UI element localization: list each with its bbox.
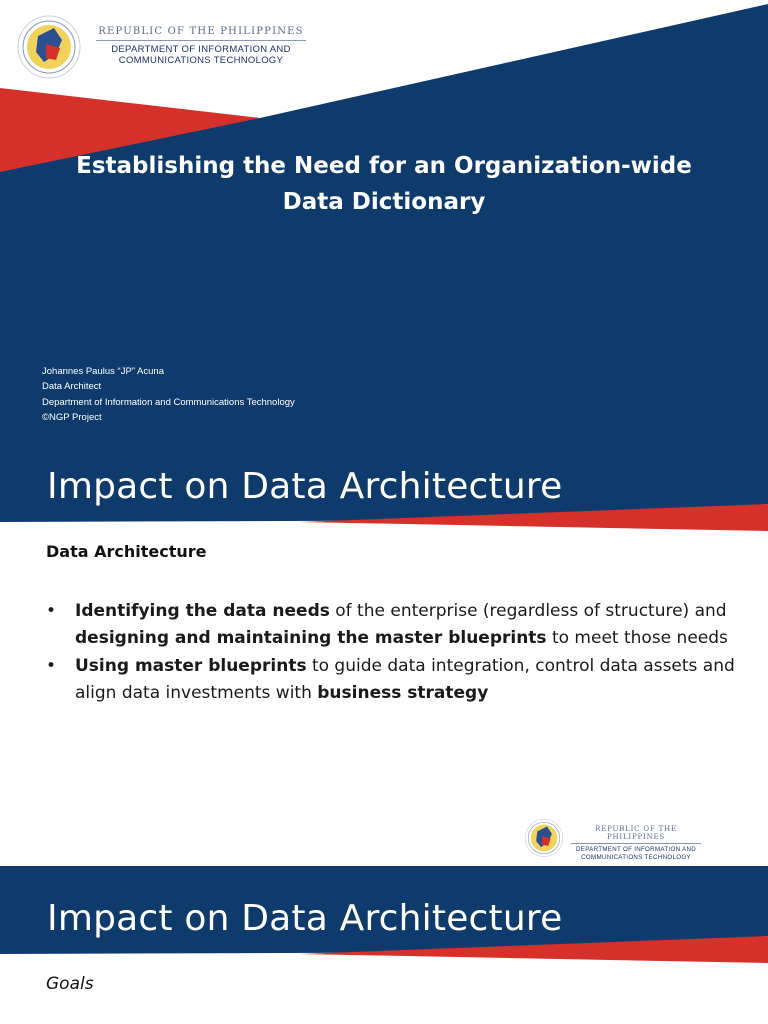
slide-title: Impact on Data Architecture <box>47 466 563 507</box>
content-slide-architecture <box>0 434 768 866</box>
author-org: Department of Information and Communications Technology <box>42 396 295 408</box>
content-slide-goals <box>0 866 768 1024</box>
bullet-bold-1: Identifying the data needs <box>75 601 330 621</box>
section-heading: Data Architecture <box>46 542 207 561</box>
bullet-marker: • <box>46 601 57 621</box>
bullet-bold-1: Using master blueprints <box>75 656 307 676</box>
dict-logo-text <box>96 26 306 66</box>
dict-seal-icon <box>16 14 82 80</box>
dept-label-line1: DEPARTMENT OF INFORMATION AND <box>576 846 696 853</box>
republic-label: REPUBLIC OF THE PHILIPPINES <box>96 26 306 41</box>
dict-seal-icon <box>524 818 564 858</box>
bullet-bold-2: business strategy <box>317 683 489 703</box>
slide-title: Impact on Data Architecture <box>47 898 563 939</box>
dict-logo-small <box>524 818 704 860</box>
author-block <box>42 364 295 425</box>
presentation-title <box>60 148 708 220</box>
dict-logo <box>16 10 316 80</box>
author-name: Johannes Paulus “JP” Acuna <box>42 366 164 377</box>
title-line-2: Data Dictionary <box>282 189 486 215</box>
dept-label-line2: COMMUNICATIONS TECHNOLOGY <box>581 853 691 861</box>
author-copyright: ©NGP Project <box>42 411 102 423</box>
bullet-text-1: of the enterprise (regardless of structure) and <box>329 601 727 621</box>
bullet-bold-2: designing and maintaining the master blueprints <box>75 628 547 648</box>
title-line-1: Establishing the Need for an Organization-wide <box>76 153 692 179</box>
dept-label-line1: DEPARTMENT OF INFORMATION AND <box>111 44 291 55</box>
dict-logo-small-text <box>571 825 701 861</box>
slide3-background-shapes <box>0 866 768 1024</box>
author-role: Data Architect <box>42 381 102 393</box>
list-item <box>46 653 736 707</box>
bullet-marker: • <box>46 656 57 676</box>
title-slide <box>0 0 768 434</box>
dept-label-line2: COMMUNICATIONS TECHNOLOGY <box>118 55 284 66</box>
bullet-list <box>46 598 736 708</box>
republic-label: REPUBLIC OF THE PHILIPPINES <box>571 825 701 844</box>
bullet-text-2: to meet those needs <box>546 628 728 648</box>
goals-heading: Goals <box>46 974 94 994</box>
list-item <box>46 598 736 652</box>
bullet-text-1: to guide data integration, control data assets and align data investments with <box>75 656 735 703</box>
